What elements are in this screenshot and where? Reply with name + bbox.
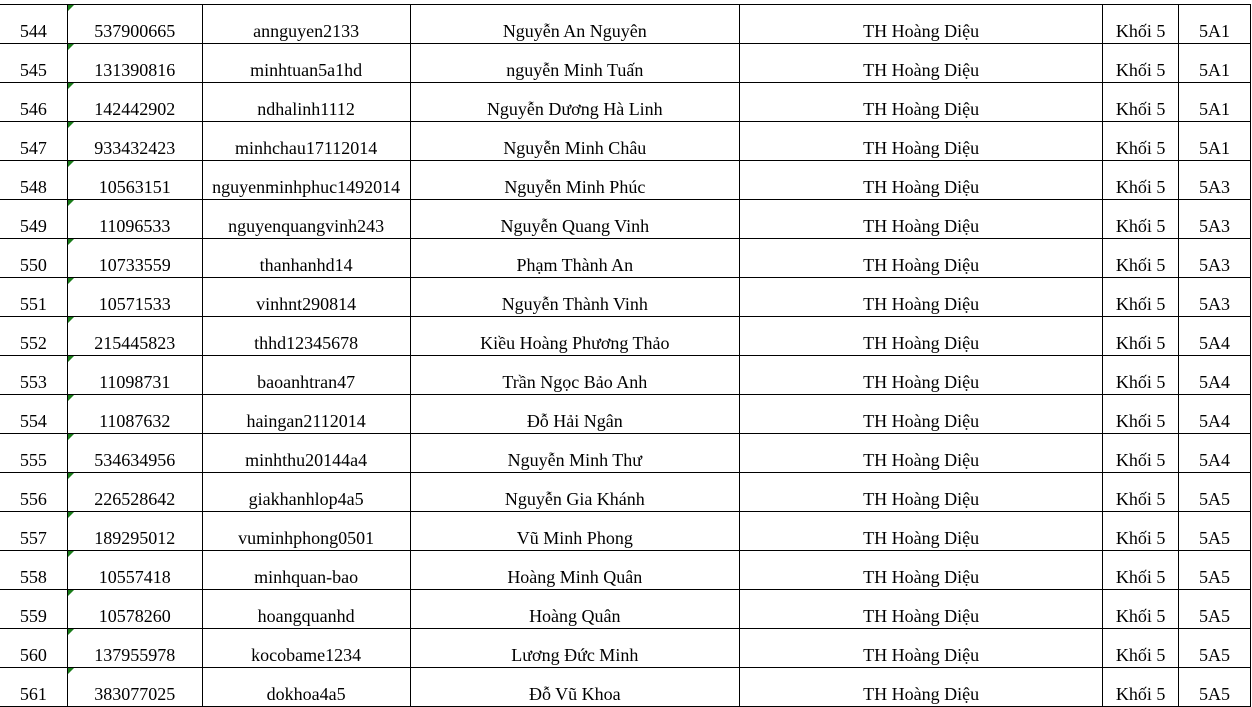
cell-id[interactable]: 137955978: [67, 629, 202, 668]
cell-username[interactable]: haingan2112014: [202, 395, 410, 434]
cell-grade[interactable]: Khối 5: [1103, 356, 1179, 395]
cell-grade[interactable]: Khối 5: [1103, 278, 1179, 317]
cell-school[interactable]: TH Hoàng Diệu: [740, 239, 1103, 278]
cell-fullname[interactable]: Nguyễn Minh Châu: [410, 122, 740, 161]
cell-class[interactable]: 5A4: [1179, 356, 1251, 395]
cell-id[interactable]: 534634956: [67, 434, 202, 473]
cell-grade[interactable]: Khối 5: [1103, 551, 1179, 590]
cell-school[interactable]: TH Hoàng Diệu: [740, 512, 1103, 551]
cell-class[interactable]: 5A3: [1179, 161, 1251, 200]
table-row: [0, 278, 1251, 317]
cell-username[interactable]: minhquan-bao: [202, 551, 410, 590]
cell-grade[interactable]: Khối 5: [1103, 122, 1179, 161]
table-body: [0, 5, 1251, 707]
cell-school[interactable]: TH Hoàng Diệu: [740, 590, 1103, 629]
cell-school[interactable]: TH Hoàng Diệu: [740, 200, 1103, 239]
cell-class[interactable]: 5A5: [1179, 668, 1251, 707]
cell-school[interactable]: TH Hoàng Diệu: [740, 434, 1103, 473]
cell-fullname[interactable]: Đỗ Hải Ngân: [410, 395, 740, 434]
cell-school[interactable]: TH Hoàng Diệu: [740, 122, 1103, 161]
cell-fullname[interactable]: Nguyễn Thành Vinh: [410, 278, 740, 317]
cell-fullname[interactable]: Đỗ Vũ Khoa: [410, 668, 740, 707]
cell-username[interactable]: thhd12345678: [202, 317, 410, 356]
cell-stt[interactable]: 553: [0, 356, 67, 395]
table-row: [0, 668, 1251, 707]
cell-stt[interactable]: 560: [0, 629, 67, 668]
cell-username[interactable]: annguyen2133: [202, 5, 410, 44]
cell-fullname[interactable]: Nguyễn Minh Thư: [410, 434, 740, 473]
table-row: [0, 512, 1251, 551]
cell-fullname[interactable]: nguyễn Minh Tuấn: [410, 44, 740, 83]
cell-username[interactable]: baoanhtran47: [202, 356, 410, 395]
cell-class[interactable]: 5A5: [1179, 629, 1251, 668]
cell-school[interactable]: TH Hoàng Diệu: [740, 473, 1103, 512]
cell-stt[interactable]: 557: [0, 512, 67, 551]
cell-school[interactable]: TH Hoàng Diệu: [740, 317, 1103, 356]
cell-grade[interactable]: Khối 5: [1103, 434, 1179, 473]
table-row: [0, 44, 1251, 83]
cell-id[interactable]: 10563151: [67, 161, 202, 200]
cell-username[interactable]: vinhnt290814: [202, 278, 410, 317]
cell-stt[interactable]: 555: [0, 434, 67, 473]
cell-grade[interactable]: Khối 5: [1103, 473, 1179, 512]
table-row: [0, 395, 1251, 434]
cell-school[interactable]: TH Hoàng Diệu: [740, 161, 1103, 200]
cell-fullname[interactable]: Trần Ngọc Bảo Anh: [410, 356, 740, 395]
cell-class[interactable]: 5A4: [1179, 317, 1251, 356]
student-table: [0, 4, 1251, 707]
cell-class[interactable]: 5A4: [1179, 395, 1251, 434]
cell-stt[interactable]: 556: [0, 473, 67, 512]
cell-stt[interactable]: 544: [0, 5, 67, 44]
cell-fullname[interactable]: Hoàng Quân: [410, 590, 740, 629]
cell-class[interactable]: 5A5: [1179, 473, 1251, 512]
cell-fullname[interactable]: Nguyễn Gia Khánh: [410, 473, 740, 512]
cell-stt[interactable]: 561: [0, 668, 67, 707]
cell-class[interactable]: 5A5: [1179, 512, 1251, 551]
cell-stt[interactable]: 547: [0, 122, 67, 161]
cell-id[interactable]: 142442902: [67, 83, 202, 122]
cell-grade[interactable]: Khối 5: [1103, 83, 1179, 122]
cell-stt[interactable]: 552: [0, 317, 67, 356]
cell-username[interactable]: minhtuan5a1hd: [202, 44, 410, 83]
cell-grade[interactable]: Khối 5: [1103, 239, 1179, 278]
cell-class[interactable]: 5A3: [1179, 278, 1251, 317]
cell-username[interactable]: nguyenminhphuc1492014: [202, 161, 410, 200]
cell-username[interactable]: hoangquanhd: [202, 590, 410, 629]
cell-school[interactable]: TH Hoàng Diệu: [740, 356, 1103, 395]
cell-id[interactable]: 189295012: [67, 512, 202, 551]
cell-grade[interactable]: Khối 5: [1103, 317, 1179, 356]
cell-grade[interactable]: Khối 5: [1103, 668, 1179, 707]
cell-id[interactable]: 10557418: [67, 551, 202, 590]
cell-class[interactable]: 5A1: [1179, 122, 1251, 161]
cell-grade[interactable]: Khối 5: [1103, 512, 1179, 551]
cell-school[interactable]: TH Hoàng Diệu: [740, 395, 1103, 434]
cell-username[interactable]: thanhanhd14: [202, 239, 410, 278]
cell-id[interactable]: 11096533: [67, 200, 202, 239]
cell-stt[interactable]: 550: [0, 239, 67, 278]
cell-fullname[interactable]: Nguyễn Quang Vinh: [410, 200, 740, 239]
cell-grade[interactable]: Khối 5: [1103, 5, 1179, 44]
table-row: [0, 239, 1251, 278]
cell-stt[interactable]: 548: [0, 161, 67, 200]
cell-school[interactable]: TH Hoàng Diệu: [740, 668, 1103, 707]
cell-id[interactable]: 10733559: [67, 239, 202, 278]
cell-username[interactable]: dokhoa4a5: [202, 668, 410, 707]
cell-class[interactable]: 5A4: [1179, 434, 1251, 473]
cell-fullname[interactable]: Phạm Thành An: [410, 239, 740, 278]
cell-grade[interactable]: Khối 5: [1103, 629, 1179, 668]
cell-school[interactable]: TH Hoàng Diệu: [740, 44, 1103, 83]
cell-stt[interactable]: 551: [0, 278, 67, 317]
cell-id[interactable]: 11087632: [67, 395, 202, 434]
cell-username[interactable]: ndhalinh1112: [202, 83, 410, 122]
cell-id[interactable]: 11098731: [67, 356, 202, 395]
cell-class[interactable]: 5A1: [1179, 83, 1251, 122]
table-row: [0, 161, 1251, 200]
cell-id[interactable]: 383077025: [67, 668, 202, 707]
cell-school[interactable]: TH Hoàng Diệu: [740, 629, 1103, 668]
cell-id[interactable]: 215445823: [67, 317, 202, 356]
cell-school[interactable]: TH Hoàng Diệu: [740, 551, 1103, 590]
cell-grade[interactable]: Khối 5: [1103, 44, 1179, 83]
table-row: [0, 356, 1251, 395]
cell-school[interactable]: TH Hoàng Diệu: [740, 83, 1103, 122]
table-row: [0, 122, 1251, 161]
cell-stt[interactable]: 559: [0, 590, 67, 629]
table-row: [0, 200, 1251, 239]
cell-fullname[interactable]: Kiều Hoàng Phương Thảo: [410, 317, 740, 356]
cell-grade[interactable]: Khối 5: [1103, 161, 1179, 200]
cell-id[interactable]: 131390816: [67, 44, 202, 83]
cell-stt[interactable]: 545: [0, 44, 67, 83]
cell-fullname[interactable]: Hoàng Minh Quân: [410, 551, 740, 590]
table-row: [0, 551, 1251, 590]
cell-id[interactable]: 226528642: [67, 473, 202, 512]
cell-username[interactable]: minhchau17112014: [202, 122, 410, 161]
cell-username[interactable]: minhthu20144a4: [202, 434, 410, 473]
table-row: [0, 83, 1251, 122]
cell-school[interactable]: TH Hoàng Diệu: [740, 5, 1103, 44]
cell-fullname[interactable]: Vũ Minh Phong: [410, 512, 740, 551]
cell-fullname[interactable]: Nguyễn Minh Phúc: [410, 161, 740, 200]
cell-class[interactable]: 5A3: [1179, 200, 1251, 239]
cell-school[interactable]: TH Hoàng Diệu: [740, 278, 1103, 317]
cell-class[interactable]: 5A3: [1179, 239, 1251, 278]
cell-id[interactable]: 10578260: [67, 590, 202, 629]
cell-class[interactable]: 5A5: [1179, 551, 1251, 590]
table-row: [0, 5, 1251, 44]
cell-fullname[interactable]: Nguyễn Dương Hà Linh: [410, 83, 740, 122]
table-row: [0, 434, 1251, 473]
cell-id[interactable]: 537900665: [67, 5, 202, 44]
cell-grade[interactable]: Khối 5: [1103, 395, 1179, 434]
cell-stt[interactable]: 549: [0, 200, 67, 239]
cell-grade[interactable]: Khối 5: [1103, 590, 1179, 629]
table-row: [0, 473, 1251, 512]
cell-username[interactable]: giakhanhlop4a5: [202, 473, 410, 512]
cell-id[interactable]: 10571533: [67, 278, 202, 317]
table-row: [0, 317, 1251, 356]
cell-username[interactable]: vuminhphong0501: [202, 512, 410, 551]
cell-stt[interactable]: 554: [0, 395, 67, 434]
cell-stt[interactable]: 558: [0, 551, 67, 590]
table-row: [0, 590, 1251, 629]
cell-stt[interactable]: 546: [0, 83, 67, 122]
cell-class[interactable]: 5A1: [1179, 44, 1251, 83]
cell-grade[interactable]: Khối 5: [1103, 200, 1179, 239]
cell-username[interactable]: nguyenquangvinh243: [202, 200, 410, 239]
cell-class[interactable]: 5A5: [1179, 590, 1251, 629]
cell-fullname[interactable]: Lương Đức Minh: [410, 629, 740, 668]
cell-username[interactable]: kocobame1234: [202, 629, 410, 668]
cell-class[interactable]: 5A1: [1179, 5, 1251, 44]
table-row: [0, 629, 1251, 668]
cell-id[interactable]: 933432423: [67, 122, 202, 161]
cell-fullname[interactable]: Nguyễn An Nguyên: [410, 5, 740, 44]
